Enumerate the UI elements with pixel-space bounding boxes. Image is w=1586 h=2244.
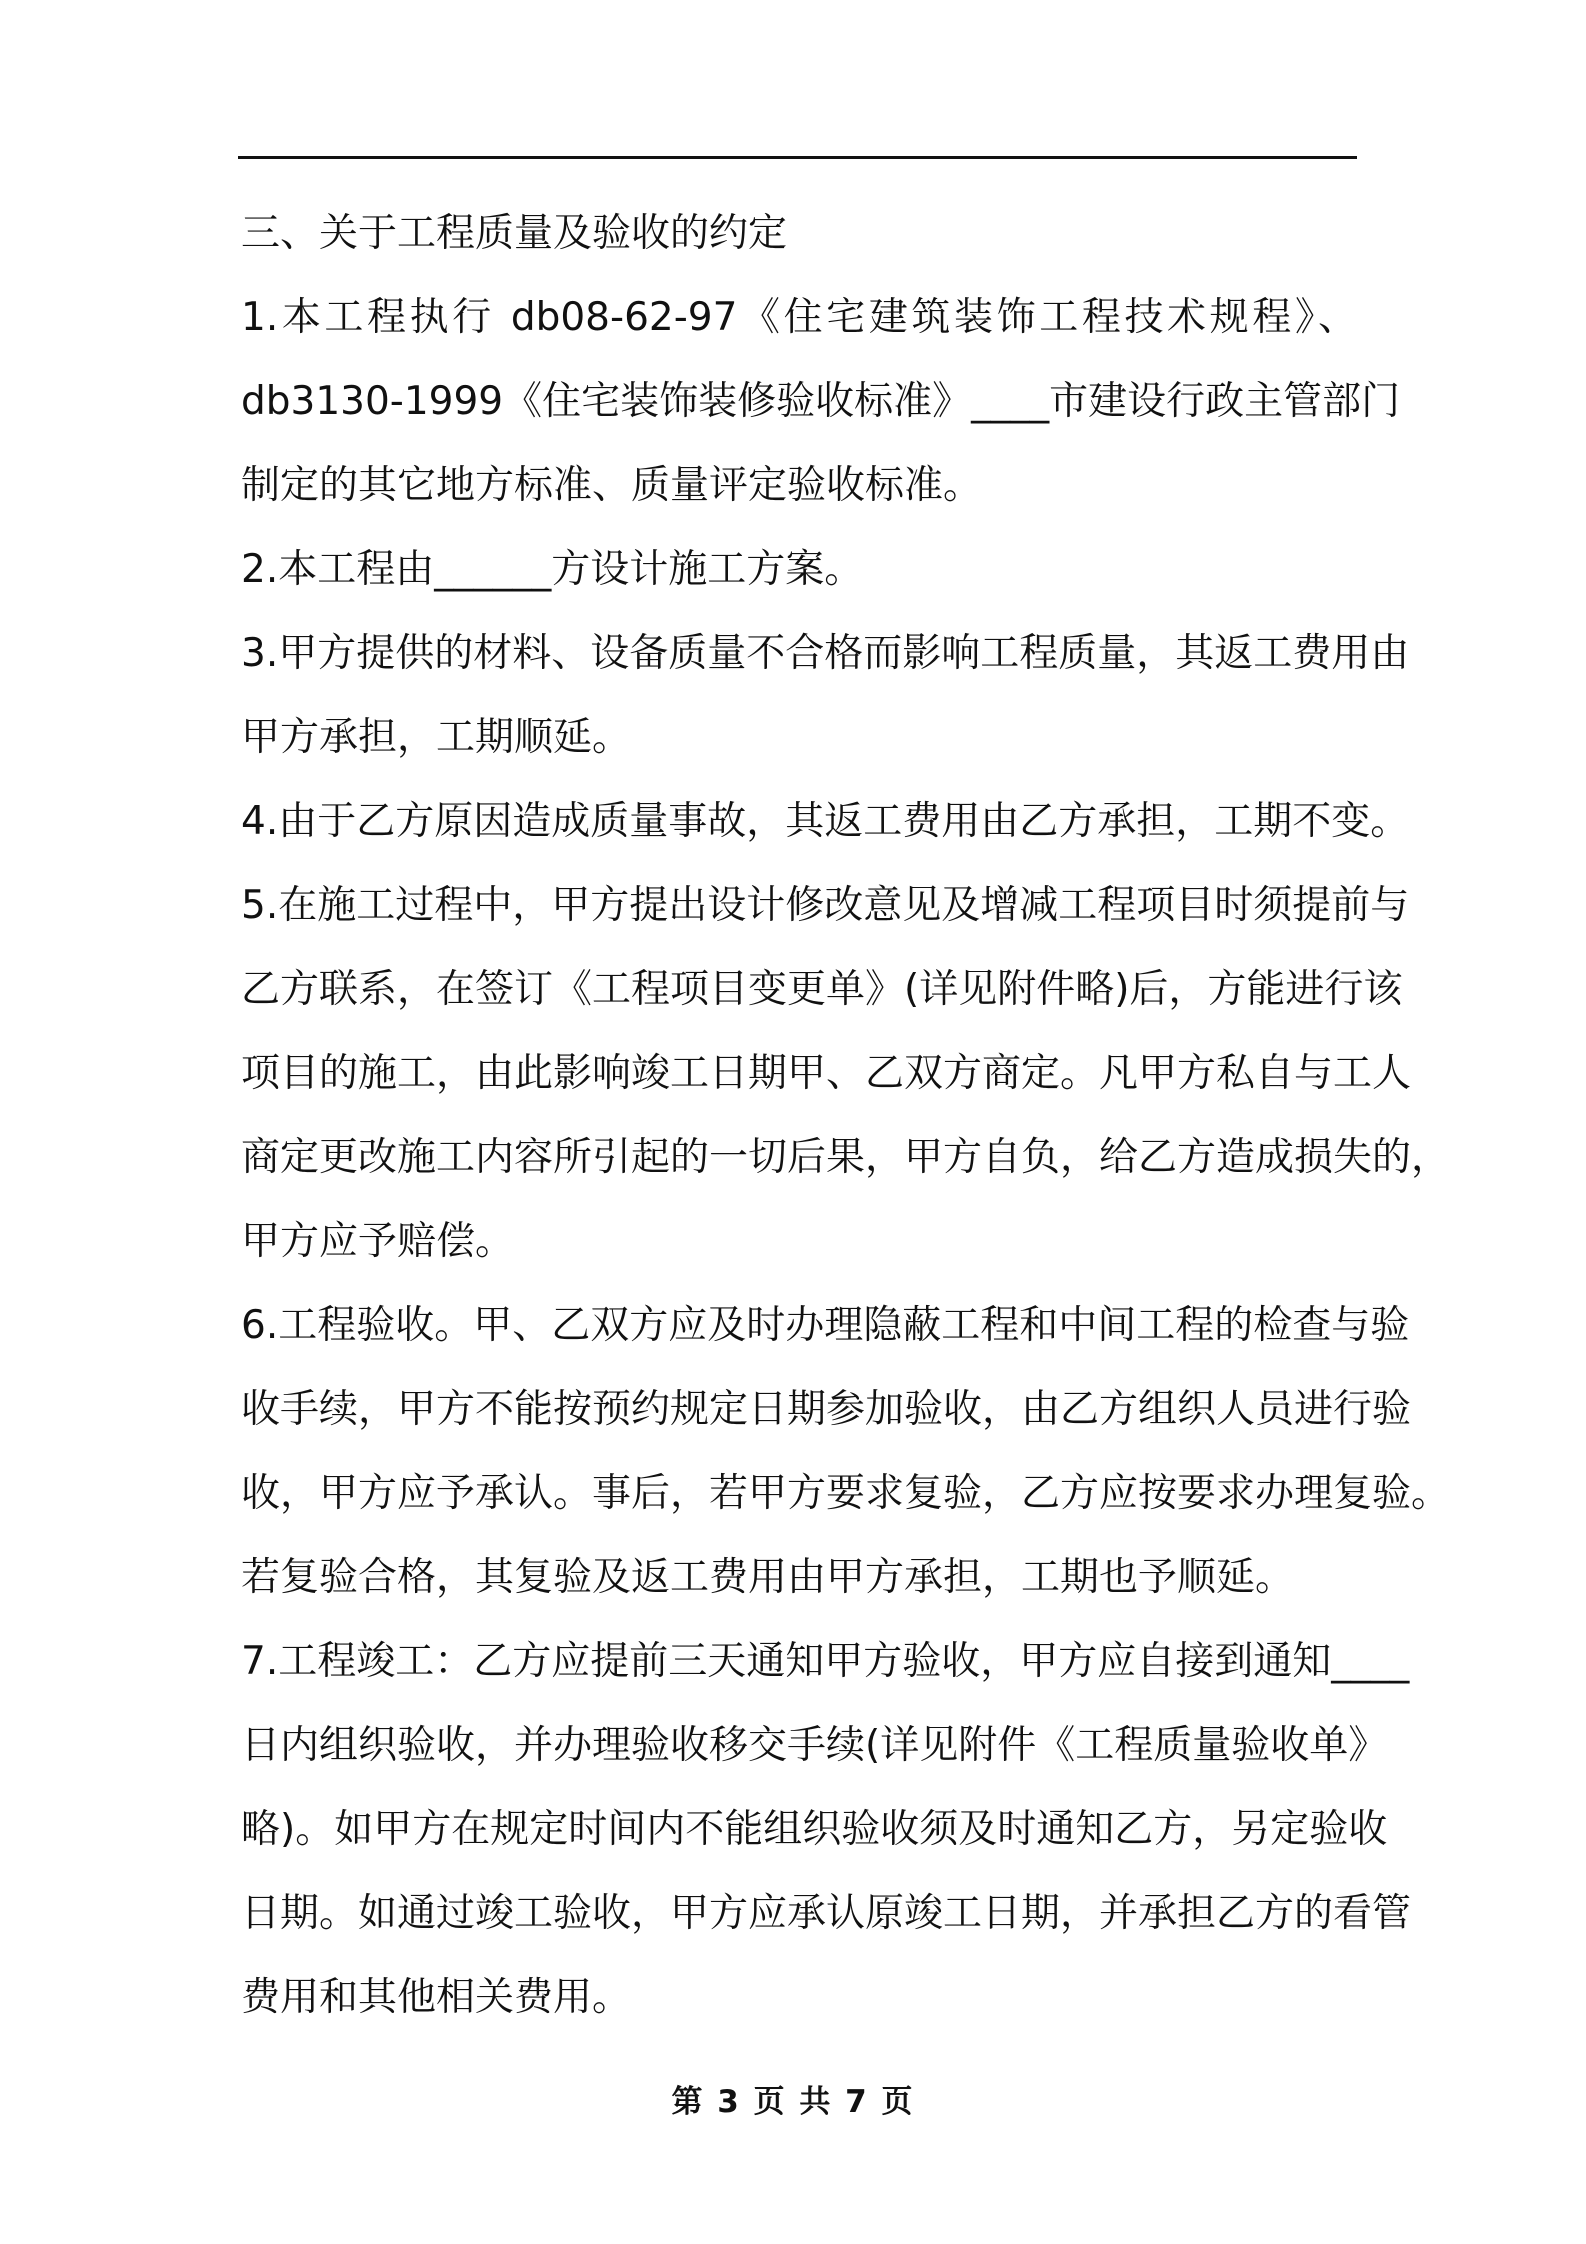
section-heading: 三、关于工程质量及验收的约定 [241, 211, 788, 256]
paragraph-line: 2.本工程由______方设计施工方案。 [241, 547, 864, 592]
paragraph-line: 略)。如甲方在规定时间内不能组织验收须及时通知乙方，另定验收 [241, 1807, 1388, 1852]
paragraph-line: 收手续，甲方不能按预约规定日期参加验收，由乙方组织人员进行验 [241, 1387, 1412, 1432]
paragraph-line: 4.由于乙方原因造成质量事故，其返工费用由乙方承担，工期不变。 [241, 799, 1410, 844]
paragraph-line: 7.工程竣工：乙方应提前三天通知甲方验收，甲方应自接到通知____ [241, 1639, 1410, 1684]
paragraph-line: 5.在施工过程中，甲方提出设计修改意见及增减工程项目时须提前与 [241, 883, 1410, 928]
paragraph-line: 乙方联系，在签订《工程项目变更单》(详见附件略)后，方能进行该 [241, 967, 1403, 1012]
paragraph-line: 制定的其它地方标准、质量评定验收标准。 [241, 463, 983, 508]
paragraph-line: 若复验合格，其复验及返工费用由甲方承担，工期也予顺延。 [241, 1555, 1295, 1600]
page-footer: 第 3 页 共 7 页 [671, 2084, 915, 2120]
paragraph-line: 项目的施工，由此影响竣工日期甲、乙双方商定。凡甲方私自与工人 [241, 1051, 1412, 1096]
paragraph-line: 甲方应予赔偿。 [241, 1219, 515, 1264]
paragraph-line: db3130-1999《住宅装饰装修验收标准》____市建设行政主管部门 [241, 379, 1401, 424]
paragraph-line: 收，甲方应予承认。事后，若甲方要求复验，乙方应按要求办理复验。 [241, 1471, 1451, 1516]
paragraph-line: 费用和其他相关费用。 [241, 1975, 632, 2020]
paragraph-line: 1.本工程执行 db08-62-97《住宅建筑装饰工程技术规程》、 [241, 295, 1357, 340]
paragraph-line: 6.工程验收。甲、乙双方应及时办理隐蔽工程和中间工程的检查与验 [241, 1303, 1410, 1348]
paragraph-line: 3.甲方提供的材料、设备质量不合格而影响工程质量，其返工费用由 [241, 631, 1410, 676]
paragraph-line: 甲方承担，工期顺延。 [241, 715, 632, 760]
paragraph-line: 日内组织验收，并办理验收移交手续(详见附件《工程质量验收单》 [241, 1723, 1388, 1768]
document-body [241, 192, 1451, 2040]
paragraph-line: 商定更改施工内容所引起的一切后果，甲方自负，给乙方造成损失的， [241, 1135, 1451, 1180]
header-rule [238, 156, 1357, 159]
paragraph-line: 日期。如通过竣工验收，甲方应承认原竣工日期，并承担乙方的看管 [241, 1891, 1412, 1936]
